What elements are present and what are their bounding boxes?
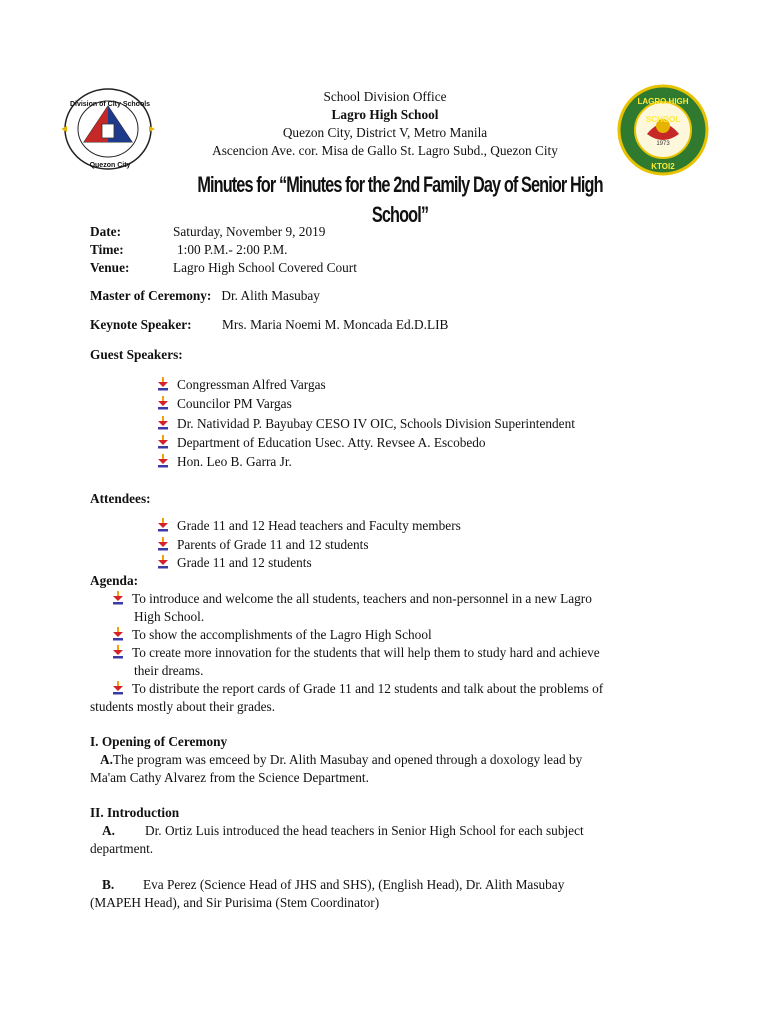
header-city: Quezon City, District V, Metro Manila (282, 125, 488, 140)
list-item (157, 434, 486, 452)
section-opening-a-line1: The program was emceed by Dr. Alith Masubay and opened through a doxology lead by (112, 752, 583, 767)
list-item (157, 415, 575, 433)
keynote-label: Keynote Speaker: (90, 317, 192, 332)
header-address: Ascencion Ave. cor. Misa de Gallo St. Lagro Subd., Quezon City (212, 143, 558, 158)
section-introduction-a-line1: Dr. Ortiz Luis introduced the head teachers in Senior High School for each subject (145, 823, 584, 838)
left-logo-top-text: Division of City Schools (69, 101, 151, 108)
mc-value: Dr. Alith Masubay (221, 288, 320, 303)
section-introduction-a-line2: department. (90, 841, 154, 856)
section-introduction-a (90, 822, 680, 858)
section-introduction-heading: II. Introduction (90, 805, 180, 820)
list-item (157, 376, 326, 394)
section-introduction-b-label: B. (102, 877, 115, 892)
section-opening-paragraph (90, 751, 680, 787)
agenda-item (90, 680, 604, 716)
header-school-name: Lagro High School (331, 107, 439, 122)
list-item-text: Dr. Natividad P. Bayubay CESO IV OIC, Schools Division Superintendent (177, 415, 575, 431)
keynote-value: Mrs. Maria Noemi M. Moncada Ed.D.LIB (222, 317, 449, 332)
attendees-heading: Attendees: (90, 491, 151, 506)
list-item-text: Hon. Leo B. Garra Jr. (177, 454, 292, 470)
agenda-item (112, 590, 592, 626)
section-introduction-a-label: A. (102, 823, 115, 838)
keynote-row (90, 316, 449, 334)
list-item-text: Grade 11 and 12 students (177, 555, 312, 570)
agenda-item (112, 626, 432, 644)
list-item (157, 554, 312, 572)
date-label: Date: (90, 224, 122, 239)
arrow-down-bullet-icon (112, 645, 124, 659)
date-value: Saturday, November 9, 2019 (173, 224, 326, 239)
header-division: School Division Office (323, 89, 447, 104)
section-introduction-b-line1: Eva Perez (Science Head of JHS and SHS), (English Head), Dr. Alith Masubay (143, 877, 565, 892)
time-label: Time: (90, 242, 124, 257)
arrow-down-bullet-icon (112, 591, 124, 605)
left-logo-bottom-text: Quezon City (89, 162, 131, 169)
date-row (90, 223, 326, 241)
list-item-text: Department of Education Usec. Atty. Revsee A. Escobedo (177, 434, 486, 450)
section-introduction-b-line2: (MAPEH Head), and Sir Purisima (Stem Coordinator) (90, 895, 380, 910)
arrow-down-bullet-icon (157, 377, 169, 391)
list-item-text: Grade 11 and 12 Head teachers and Faculty members (177, 518, 461, 533)
venue-value: Lagro High School Covered Court (173, 260, 357, 275)
arrow-down-bullet-icon (112, 627, 124, 641)
list-item (157, 395, 292, 413)
list-item-text: Councilor PM Vargas (177, 396, 292, 412)
section-opening-heading: I. Opening of Ceremony (90, 734, 228, 749)
list-item-text: Congressman Alfred Vargas (177, 377, 326, 392)
document-title: Minutes for “Minutes for the 2nd Family Day of Senior High School” (197, 172, 603, 227)
arrow-down-bullet-icon (157, 555, 169, 569)
right-logo-bottom-text: KTOI2 (651, 162, 675, 171)
agenda-heading: Agenda: (90, 573, 139, 588)
agenda-item-text-continued: their dreams. (134, 663, 204, 678)
guest-speakers-heading: Guest Speakers: (90, 347, 183, 362)
agenda-item-text: To show the accomplishments of the Lagro High School (132, 627, 432, 642)
list-item (157, 517, 461, 535)
agenda-item-text: To introduce and welcome the all students, teachers and non-personnel in a new Lagro (132, 591, 592, 606)
list-item-text: Parents of Grade 11 and 12 students (177, 536, 369, 552)
section-opening-a-line2: Ma'am Cathy Alvarez from the Science Department. (90, 770, 369, 785)
arrow-down-bullet-icon (157, 435, 169, 449)
right-logo-year: 1973 (656, 141, 670, 147)
time-row (90, 241, 288, 259)
agenda-item-text-continued: students mostly about their grades. (90, 699, 276, 714)
agenda-item-text: To create more innovation for the students that will help them to study hard and achieve (132, 645, 600, 660)
list-item (157, 453, 292, 471)
arrow-down-bullet-icon (157, 518, 169, 532)
master-of-ceremony-row (90, 287, 320, 305)
venue-row (90, 259, 357, 277)
arrow-down-bullet-icon (157, 416, 169, 430)
time-value: 1:00 P.M.- 2:00 P.M. (177, 242, 288, 257)
arrow-down-bullet-icon (157, 396, 169, 410)
venue-label: Venue: (90, 260, 130, 275)
agenda-item (112, 644, 600, 680)
agenda-item-text: To distribute the report cards of Grade 11 and 12 students and talk about the problems of (132, 681, 604, 696)
agenda-item-text-continued: High School. (134, 609, 205, 624)
list-item (157, 536, 369, 554)
section-opening-a-label: A. (99, 752, 113, 767)
arrow-down-bullet-icon (112, 681, 124, 695)
section-introduction-b (90, 876, 680, 912)
arrow-down-bullet-icon (157, 454, 169, 468)
arrow-down-bullet-icon (157, 537, 169, 551)
right-logo-top-text: LAGRO HIGH SCHOOL (637, 97, 689, 124)
mc-label: Master of Ceremony: (90, 288, 212, 303)
